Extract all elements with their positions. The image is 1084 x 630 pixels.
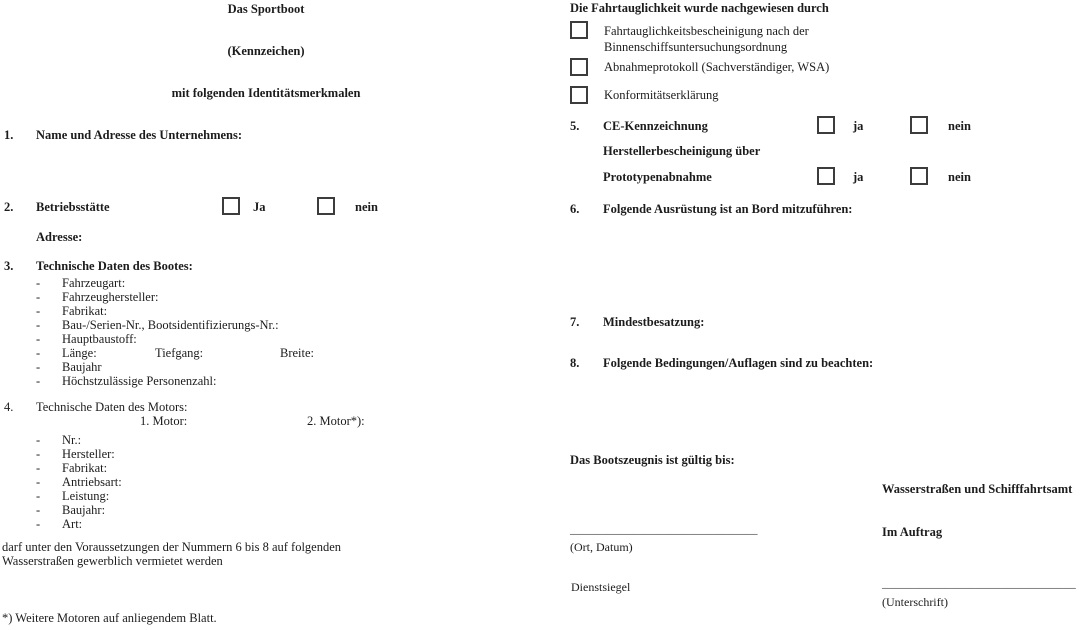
motor-item-label: Baujahr: (62, 503, 106, 517)
fahrtauglichkeit-header: Die Fahrtauglichkeit wurde nachgewiesen durch (570, 1, 829, 15)
list-dash: - (36, 318, 41, 332)
betriebsstaette-nein-label: nein (355, 200, 378, 214)
motor-item-label: Antriebsart: (62, 475, 122, 489)
prototyp-nein-checkbox[interactable] (910, 167, 928, 185)
proof-option-2: Abnahmeprotokoll (Sachverständiger, WSA) (604, 60, 830, 74)
list-dash: - (36, 461, 41, 475)
list-dash: - (36, 346, 41, 360)
motor-2-column-label: 2. Motor*): (307, 414, 365, 428)
motor-item-leistung (36, 489, 109, 503)
section-8-label: Folgende Bedingungen/Auflagen sind zu beachten: (603, 356, 874, 370)
ort-datum-signature-line: ______________________________ (570, 522, 758, 536)
prototypenabnahme-label: Prototypenabnahme (603, 170, 712, 184)
section-3-number: 3. (4, 259, 14, 273)
laenge-label: Länge: (62, 346, 97, 360)
section-8-number: 8. (570, 356, 580, 370)
motor-item-antriebsart (36, 475, 122, 489)
permit-statement-line2: Wasserstraßen gewerblich vermietet werden (2, 554, 223, 568)
section-7-number: 7. (570, 315, 580, 329)
motor-item-nr (36, 433, 81, 447)
motor-item-hersteller (36, 447, 115, 461)
list-dash: - (36, 360, 41, 374)
list-dash: - (36, 489, 41, 503)
motor-item-label: Hersteller: (62, 447, 115, 461)
betriebsstaette-ja-label: Ja (253, 200, 266, 214)
prototyp-ja-checkbox[interactable] (817, 167, 835, 185)
dienstsiegel-label: Dienstsiegel (571, 580, 631, 594)
motor-1-column-label: 1. Motor: (140, 414, 188, 428)
boat-item-seriennr (36, 318, 279, 332)
footnote-motors: *) Weitere Motoren auf anliegendem Blatt. (2, 611, 217, 625)
ce-ja-label: ja (853, 119, 864, 133)
section-2-label: Betriebsstätte (36, 200, 110, 214)
boat-item-personenzahl (36, 374, 216, 388)
section-7-label: Mindestbesatzung: (603, 315, 705, 329)
fahrtauglichkeitsbescheinigung-checkbox[interactable] (570, 21, 588, 39)
herstellerbescheinigung-label: Herstellerbescheinigung über (603, 144, 761, 158)
boat-item-dimensions (36, 346, 456, 360)
unterschrift-signature-line: _______________________________ (882, 576, 1076, 590)
abnahmeprotokoll-checkbox[interactable] (570, 58, 588, 76)
ort-datum-label: (Ort, Datum) (570, 540, 633, 554)
list-dash: - (36, 290, 41, 304)
motor-item-label: Nr.: (62, 433, 82, 447)
boat-item-label: Fahrzeughersteller: (62, 290, 159, 304)
list-dash: - (36, 475, 41, 489)
proof-option-1-line2: Binnenschiffsuntersuchungsordnung (604, 40, 788, 54)
list-dash: - (36, 374, 41, 388)
boat-item-label: Bau-/Serien-Nr., Bootsidentifizierungs-Nr.: (62, 318, 279, 332)
betriebsstaette-ja-checkbox[interactable] (222, 197, 240, 215)
konformitaetserklaerung-checkbox[interactable] (570, 86, 588, 104)
section-5-label: CE-Kennzeichnung (603, 119, 708, 133)
motor-item-art (36, 517, 82, 531)
form-subtitle: mit folgenden Identitätsmerkmalen (171, 86, 361, 100)
form-title: Das Sportboot (227, 2, 305, 16)
list-dash: - (36, 517, 41, 531)
motor-item-label: Art: (62, 517, 83, 531)
motor-item-label: Fabrikat: (62, 461, 108, 475)
breite-label: Breite: (280, 346, 315, 360)
im-auftrag-label: Im Auftrag (882, 525, 943, 539)
tiefgang-label: Tiefgang: (155, 346, 204, 360)
boat-item-fabrikat (36, 304, 107, 318)
office-label: Wasserstraßen und Schifffahrtsamt (882, 482, 1073, 496)
boat-item-label: Fabrikat: (62, 304, 108, 318)
list-dash: - (36, 304, 41, 318)
validity-label: Das Bootszeugnis ist gültig bis: (570, 453, 735, 467)
proof-option-1 (604, 23, 809, 55)
motor-item-fabrikat (36, 461, 107, 475)
section-3-label: Technische Daten des Bootes: (36, 259, 193, 273)
section-6-number: 6. (570, 202, 580, 216)
section-6-label: Folgende Ausrüstung ist an Bord mitzuführen: (603, 202, 853, 216)
boat-item-baujahr (36, 360, 102, 374)
permit-statement (2, 540, 422, 568)
proof-option-1-line1: Fahrtauglichkeitsbescheinigung nach der (604, 24, 809, 38)
list-dash: - (36, 447, 41, 461)
section-4-number: 4. (4, 400, 14, 414)
list-dash: - (36, 276, 41, 290)
ce-nein-checkbox[interactable] (910, 116, 928, 134)
ce-ja-checkbox[interactable] (817, 116, 835, 134)
kennzeichen-caption: (Kennzeichen) (227, 44, 305, 58)
section-4-label: Technische Daten des Motors: (36, 400, 188, 414)
adresse-label: Adresse: (36, 230, 83, 244)
list-dash: - (36, 503, 41, 517)
permit-statement-line1: darf unter den Voraussetzungen der Nummern 6 bis 8 auf folgenden (2, 540, 342, 554)
motor-item-label: Leistung: (62, 489, 110, 503)
boat-item-label: Höchstzulässige Personenzahl: (62, 374, 217, 388)
betriebsstaette-nein-checkbox[interactable] (317, 197, 335, 215)
boat-item-hauptbaustoff (36, 332, 137, 346)
section-1-label: Name und Adresse des Unternehmens: (36, 128, 243, 142)
boat-item-label: Baujahr (62, 360, 102, 374)
list-dash: - (36, 332, 41, 346)
list-dash: - (36, 433, 41, 447)
prototyp-ja-label: ja (853, 170, 864, 184)
boat-item-label: Fahrzeugart: (62, 276, 126, 290)
proof-option-3: Konformitätserklärung (604, 88, 719, 102)
ce-nein-label: nein (948, 119, 971, 133)
section-1-number: 1. (4, 128, 14, 142)
boat-item-label: Hauptbaustoff: (62, 332, 137, 346)
prototyp-nein-label: nein (948, 170, 971, 184)
motor-item-baujahr (36, 503, 105, 517)
section-2-number: 2. (4, 200, 14, 214)
boat-item-fahrzeughersteller (36, 290, 158, 304)
section-5-number: 5. (570, 119, 580, 133)
unterschrift-label: (Unterschrift) (882, 595, 948, 609)
boat-item-fahrzeugart (36, 276, 125, 290)
